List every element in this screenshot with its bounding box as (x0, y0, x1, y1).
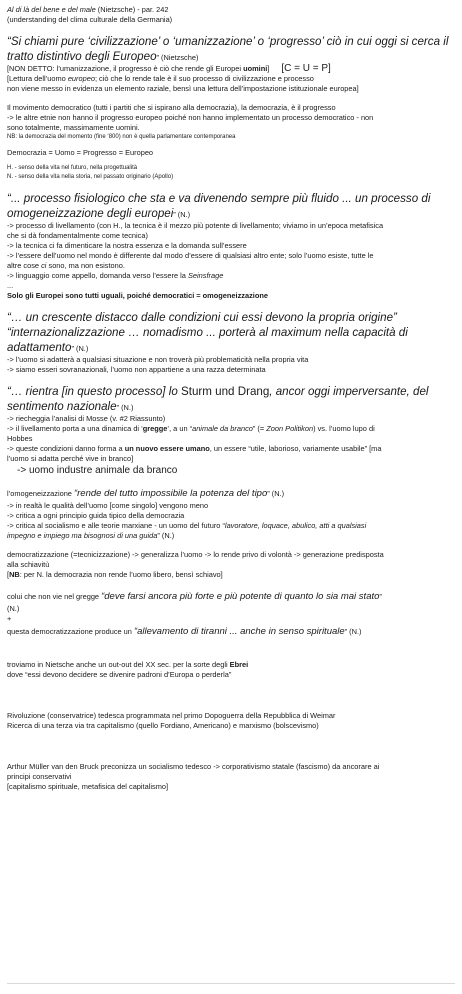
text-line: (N.) (7, 604, 20, 613)
text-bold: NB (9, 570, 20, 579)
text-line: -> riecheggia l’analisi di Mosse (v. #2 Riassunto) (7, 414, 166, 423)
text-line: -> processo di livellamento (con H., la tecnica è il mezzo più potente di livellamento; viviamo in un’epoca metafisica (7, 221, 384, 230)
quote-upright: Sturm und Drang (181, 385, 270, 398)
note-text: ] (267, 64, 270, 73)
text-italic: ci (41, 261, 47, 270)
section-civilizzazione (7, 34, 455, 94)
quote-line: “deve farsi ancora più forte e più potente di quanto lo sia mai stato (101, 591, 380, 602)
text-line: l’uomo si adatta perché vive in branco] (7, 454, 134, 463)
quote-line: omogeneizzazione degli europei (7, 207, 174, 220)
ellipsis: ... (7, 281, 14, 290)
text-line: Il movimento democratico (tutti i partiti che si ispirano alla democrazia), la democrazia, è il progresso (7, 103, 336, 112)
text-part: -> critica al socialismo e alle teorie marxiane - un uomo del futuro “ (7, 521, 225, 530)
note-text: ; ciò che lo rende tale è il suo processo di civilizzazione e processo (94, 74, 314, 83)
text-line: sono totalmente, massimamente uomini. (7, 123, 140, 132)
text-part: ” (379, 592, 382, 601)
text-line: -> critica a ogni principio guida tipico della democrazia (7, 511, 185, 520)
highlight-line: -> uomo industre animale da branco (17, 465, 178, 476)
section-distacco (7, 310, 455, 375)
formula: [C = U = P] (281, 63, 331, 74)
text-part: ” (N.) (157, 531, 175, 540)
text-line: che si dà fondamentalmente come tecnica) (7, 231, 148, 240)
note-italic: europeo (67, 74, 95, 83)
book-title: Al di là del bene e del male (7, 5, 96, 14)
text-line: -> l’essere dell’uomo nel mondo è differente dal modo d’essere di qualsiasi altro ente; solo l’uomo esiste, tutte le (7, 251, 374, 260)
plus-sign: + (7, 614, 12, 623)
equation-line: Democrazia = Uomo = Progresso = Europeo (7, 148, 154, 157)
text-part: , un essere “utile, laborioso, variamente usabile” [ma (209, 444, 382, 453)
quote-attribution: ” (N.) (344, 627, 362, 636)
quote-line: tratto distintivo degli Europeo (7, 50, 157, 63)
quote-attribution: ” (N.) (173, 210, 191, 219)
note-text: [Lettura dell’uomo (7, 74, 68, 83)
text-part: ) vs. l’uomo lupo di (313, 424, 375, 433)
text-part: : per N. la democrazia non rende l’uomo libero, bensì schiavo] (19, 570, 223, 579)
text-part: ” (= (252, 424, 267, 433)
section-weimar (7, 711, 455, 731)
text-part: [ (7, 570, 10, 579)
text-bold: Ebrei (229, 660, 249, 669)
text-bold: un nuovo essere umano (124, 444, 210, 453)
quote-line: sentimento nazionale (7, 400, 117, 413)
text-italic: Zoon Politikon (266, 424, 314, 433)
text-line: Arthur Müller van den Bruck preconizza un socialismo tedesco -> corporativismo statale (fascismo) da ancorare ai (7, 762, 380, 771)
page-divider (7, 983, 455, 984)
section-democrazia (7, 103, 455, 182)
text-part: -> il livellamento porta a una dinamica di ‘ (7, 424, 143, 433)
text-line: democratizzazione (=tecnicizzazione) -> generalizza l’uomo -> lo rende privo di volontà -> generazione predisposta (7, 550, 384, 559)
text-line: dove “essi devono decidere se divenire padroni d’Europa o perderla” (7, 670, 232, 679)
text-line: [capitalismo spirituale, metafisica del capitalismo] (7, 782, 169, 791)
quote-line: , ancor oggi imperversante, del (269, 385, 429, 398)
section-ebrei (7, 660, 455, 680)
note-text: non viene messo in evidenza un elemento raziale, bensì una lettura dell’impostazione istituzionale europea] (7, 84, 359, 93)
text-part: sono, ma non esistono. (46, 261, 125, 270)
section-democratizzazione (7, 550, 455, 580)
text-part: troviamo in Nietsche anche un out-out del XX sec. per la sorte degli (7, 660, 230, 669)
text-line: -> le altre etnie non hanno il progresso europeo poiché non hanno implementato un processo democratico - non (7, 113, 374, 122)
text-italic: animale da branco (192, 424, 253, 433)
nb-note: NB: la democrazia del momento (fine ‘800) non è quella parlamentare contemporanea (7, 134, 236, 140)
section-muller-van-den-bruck (7, 762, 455, 792)
text-part: -> linguaggio come appello, domanda verso l’essere la (7, 271, 188, 280)
text-part: questa democratizzazione produce un (7, 627, 134, 636)
quote-attribution: ” (N.) (116, 403, 134, 412)
note-heidegger: H. - senso della vita nel futuro, nella progettualità (7, 165, 138, 171)
text-line: principi conservativi (7, 772, 72, 781)
quote-attribution: ” (N.) (267, 489, 285, 498)
document-header (7, 5, 455, 25)
text-part: colui che non vie nel gregge (7, 592, 102, 601)
text-part: altre cose (7, 261, 42, 270)
text-line: -> la tecnica ci fa dimenticare la nostra essenza e la domanda sull’essere (7, 241, 247, 250)
text-part: l’omogeneizzazione (7, 489, 74, 498)
text-line: Ricerca di una terza via tra capitalismo (quello Fordiano, Americano) e marxismo (bolscevismo) (7, 721, 319, 730)
section-potenza-del-tipo (7, 486, 455, 541)
text-line: Rivoluzione (conservatrice) tedesca programmata nel primo Dopoguerra della Repubblica di Weimar (7, 711, 336, 720)
section-sturm-und-drang (7, 384, 455, 477)
text-line: -> in realtà le qualità dell’uomo [come singolo] vengono meno (7, 501, 209, 510)
section-omogeneizzazione (7, 191, 455, 301)
bold-conclusion: Solo gli Europei sono tutti uguali, poiché democratici = omogeneizzazione (7, 291, 268, 300)
text-line: -> siamo esseri sovranazionali, l’uomo non appartiene a una razza determinata (7, 365, 266, 374)
quote-line: “internazionalizzazione … nomadismo ... porterà al maximum nella capacità di (7, 326, 408, 339)
quote-line: “Si chiami pure ‘civilizzazione’ o ‘umanizzazione’ o ‘progresso’ ciò in cui oggi si cerca il (7, 35, 449, 48)
text-italic: impegno e impiego ma bisognosi di una guida (7, 531, 158, 540)
note-nietzsche: N. - senso della vita nella storia, nel passato originario (Apollo) (7, 174, 174, 180)
text-italic: Seinsfrage (187, 271, 224, 280)
header-subtitle: (understanding del clima culturale della Germania) (7, 15, 173, 24)
text-line: Hobbes (7, 434, 33, 443)
note-bold: uomini (243, 64, 268, 73)
quote-line: adattamento (7, 341, 72, 354)
quote-line: “... processo fisiologico che sta e va divenendo sempre più fluido ... un processo di (7, 192, 431, 205)
quote-line: “… rientra [in questo processo] lo (7, 385, 181, 398)
text-part: ’, a un “ (167, 424, 193, 433)
text-line: alla schiavitù (7, 560, 50, 569)
quote-attribution: ” (N.) (71, 344, 89, 353)
text-line: -> l’uomo si adatterà a qualsiasi situazione e non troverà più problematicità nella propria vita (7, 355, 309, 364)
quote-line: “allevamento di tiranni ... anche in senso spirituale (133, 626, 345, 637)
note-text: [NON DETTO: l’umanizzazione, il progresso è ciò che rende gli Europei (7, 64, 244, 73)
book-reference: (Nietzsche) - par. 242 (95, 5, 169, 14)
text-bold: gregge (142, 424, 168, 433)
quote-attribution: ” (Nietzsche) (156, 53, 199, 62)
quote-line: “… un crescente distacco dalle condizioni cui essi devono la propria origine” (7, 311, 397, 324)
text-italic: lavoratore, loquace, abulico, atti a qualsiasi (224, 521, 367, 530)
section-gregge (7, 589, 455, 639)
quote-line: “rende del tutto impossibile la potenza del tipo (73, 488, 268, 499)
text-part: -> queste condizioni danno forma a (7, 444, 125, 453)
